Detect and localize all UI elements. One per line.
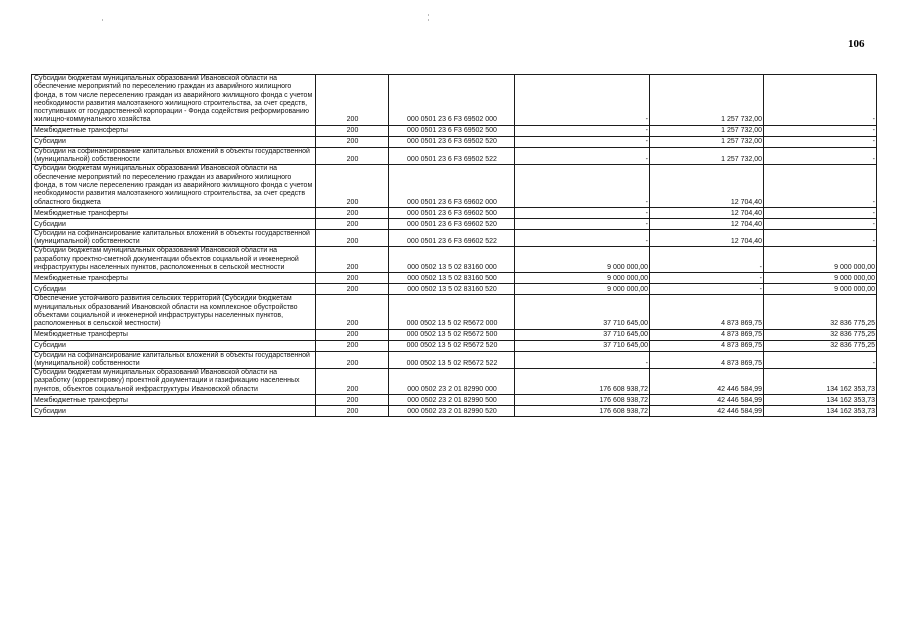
table-row [32,351,877,369]
row-executed: 1 257 732,00 [650,75,764,126]
row-remainder: - [764,136,877,147]
row-approved: 176 608 938,72 [515,395,650,406]
row-name: Субсидии на софинансирование капитальных вложений в объекты государственной (муниципальной) собственности [32,351,316,369]
row-executed: 42 446 584,99 [650,395,764,406]
row-code: 200 [316,284,389,295]
row-executed: 4 873 869,75 [650,351,764,369]
row-code: 200 [316,207,389,218]
row-code: 200 [316,125,389,136]
table-row [32,218,877,229]
row-kbk: 000 0501 23 6 F3 69602 500 [389,207,515,218]
row-kbk: 000 0501 23 6 F3 69502 522 [389,147,515,165]
table-row [32,295,877,329]
row-remainder: - [764,75,877,126]
row-executed: 12 704,40 [650,229,764,247]
row-remainder: - [764,125,877,136]
row-code: 200 [316,369,389,395]
row-code: 200 [316,165,389,207]
row-remainder: - [764,229,877,247]
table-row [32,395,877,406]
table-row [32,340,877,351]
row-executed: 42 446 584,99 [650,406,764,417]
table-row [32,329,877,340]
row-remainder: 32 836 775,25 [764,340,877,351]
row-remainder: 134 162 353,73 [764,369,877,395]
row-code: 200 [316,395,389,406]
row-executed: 42 446 584,99 [650,369,764,395]
row-name: Субсидии [32,136,316,147]
row-name: Субсидии [32,218,316,229]
row-remainder: 134 162 353,73 [764,395,877,406]
row-kbk: 000 0501 23 6 F3 69602 520 [389,218,515,229]
row-code: 200 [316,295,389,329]
row-name: Субсидии на софинансирование капитальных вложений в объекты государственной (муниципальной) собственности [32,147,316,165]
row-executed: 4 873 869,75 [650,340,764,351]
scan-mark [102,19,103,21]
row-executed: 1 257 732,00 [650,125,764,136]
row-name: Субсидии бюджетам муниципальных образований Ивановской области на обеспечение мероприятий по переселению граждан из аварийного жилищного фонда, в том числе переселению граждан из аварийного жилищного фонда с учетом необходимости развития малоэтажного жилищного строительства, за счет средств областного бюджета [32,165,316,207]
row-remainder: 32 836 775,25 [764,295,877,329]
row-approved: - [515,136,650,147]
row-code: 200 [316,273,389,284]
row-kbk: 000 0501 23 6 F3 69502 000 [389,75,515,126]
table-row [32,406,877,417]
table-row [32,284,877,295]
table-row [32,229,877,247]
row-executed: 1 257 732,00 [650,136,764,147]
row-approved: 176 608 938,72 [515,369,650,395]
row-executed: 12 704,40 [650,218,764,229]
row-executed: 12 704,40 [650,207,764,218]
row-approved: 9 000 000,00 [515,273,650,284]
row-code: 200 [316,340,389,351]
row-code: 200 [316,218,389,229]
row-executed: 12 704,40 [650,165,764,207]
scan-mark [428,19,429,21]
row-executed: 4 873 869,75 [650,329,764,340]
row-executed: 4 873 869,75 [650,295,764,329]
table-row [32,75,877,126]
row-kbk: 000 0502 13 5 02 83160 000 [389,247,515,273]
row-name: Субсидии [32,406,316,417]
scan-mark [428,14,429,16]
table-row [32,247,877,273]
row-executed: - [650,284,764,295]
row-name: Межбюджетные трансферты [32,395,316,406]
row-code: 200 [316,229,389,247]
row-kbk: 000 0502 13 5 02 R5672 520 [389,340,515,351]
row-name: Межбюджетные трансферты [32,125,316,136]
row-kbk: 000 0502 13 5 02 83160 500 [389,273,515,284]
row-name: Межбюджетные трансферты [32,273,316,284]
row-code: 200 [316,147,389,165]
row-kbk: 000 0502 13 5 02 R5672 000 [389,295,515,329]
row-remainder: 9 000 000,00 [764,284,877,295]
row-kbk: 000 0501 23 6 F3 69502 500 [389,125,515,136]
row-approved: - [515,218,650,229]
row-name: Субсидии [32,340,316,351]
table-row [32,165,877,207]
row-kbk: 000 0501 23 6 F3 69602 522 [389,229,515,247]
row-approved: - [515,207,650,218]
row-remainder: - [764,207,877,218]
row-name: Обеспечение устойчивого развития сельских территорий (Субсидии бюджетам муниципальных образований Ивановской области на комплексное обустройство объектами социальной и инженерной инфраструктуры населенных пунктов, расположенных в сельской местности) [32,295,316,329]
table-row [32,273,877,284]
row-approved: 176 608 938,72 [515,406,650,417]
row-approved: 37 710 645,00 [515,329,650,340]
row-executed: - [650,247,764,273]
table-row [32,207,877,218]
page-number: 106 [848,38,865,50]
row-executed: 1 257 732,00 [650,147,764,165]
row-name: Субсидии бюджетам муниципальных образований Ивановской области на обеспечение мероприятий по переселению граждан из аварийного жилищного фонда, в том числе переселению граждан из аварийного жилищного фонда с учетом необходимости развития малоэтажного жилищного строительства, за счет средств, поступивших от государственной корпорации - Фонда содействия реформированию жилищно-коммунального хозяйства [32,75,316,126]
row-approved: - [515,147,650,165]
row-code: 200 [316,351,389,369]
row-name: Субсидии бюджетам муниципальных образований Ивановской области на разработку проектно-сметной документации объектов социальной и инженерной инфраструктуры населенных пунктов, расположенных в сельской местности [32,247,316,273]
row-approved: 37 710 645,00 [515,295,650,329]
row-kbk: 000 0502 23 2 01 82990 500 [389,395,515,406]
row-remainder: 9 000 000,00 [764,273,877,284]
budget-execution-table [31,74,877,417]
row-kbk: 000 0502 13 5 02 83160 520 [389,284,515,295]
row-remainder: 9 000 000,00 [764,247,877,273]
row-executed: - [650,273,764,284]
row-name: Межбюджетные трансферты [32,329,316,340]
table-row [32,125,877,136]
row-remainder: 32 836 775,25 [764,329,877,340]
row-code: 200 [316,136,389,147]
row-approved: 9 000 000,00 [515,284,650,295]
row-approved: - [515,351,650,369]
row-remainder: - [764,165,877,207]
table-row [32,136,877,147]
row-kbk: 000 0502 13 5 02 R5672 500 [389,329,515,340]
row-approved: 9 000 000,00 [515,247,650,273]
table-row [32,369,877,395]
row-name: Субсидии на софинансирование капитальных вложений в объекты государственной (муниципальной) собственности [32,229,316,247]
row-kbk: 000 0502 13 5 02 R5672 522 [389,351,515,369]
row-kbk: 000 0502 23 2 01 82990 000 [389,369,515,395]
table-row [32,147,877,165]
row-code: 200 [316,247,389,273]
row-approved: - [515,125,650,136]
row-name: Субсидии [32,284,316,295]
row-name: Межбюджетные трансферты [32,207,316,218]
row-code: 200 [316,329,389,340]
row-remainder: - [764,218,877,229]
row-remainder: 134 162 353,73 [764,406,877,417]
row-name: Субсидии бюджетам муниципальных образований Ивановской области на разработку (корректировку) проектной документации и газификацию населенных пунктов, объектов социальной инфраструктуры Ивановской области [32,369,316,395]
row-remainder: - [764,147,877,165]
row-approved: 37 710 645,00 [515,340,650,351]
row-remainder: - [764,351,877,369]
row-kbk: 000 0501 23 6 F3 69502 520 [389,136,515,147]
row-code: 200 [316,75,389,126]
row-kbk: 000 0502 23 2 01 82990 520 [389,406,515,417]
row-code: 200 [316,406,389,417]
row-approved: - [515,75,650,126]
row-approved: - [515,229,650,247]
row-kbk: 000 0501 23 6 F3 69602 000 [389,165,515,207]
row-approved: - [515,165,650,207]
